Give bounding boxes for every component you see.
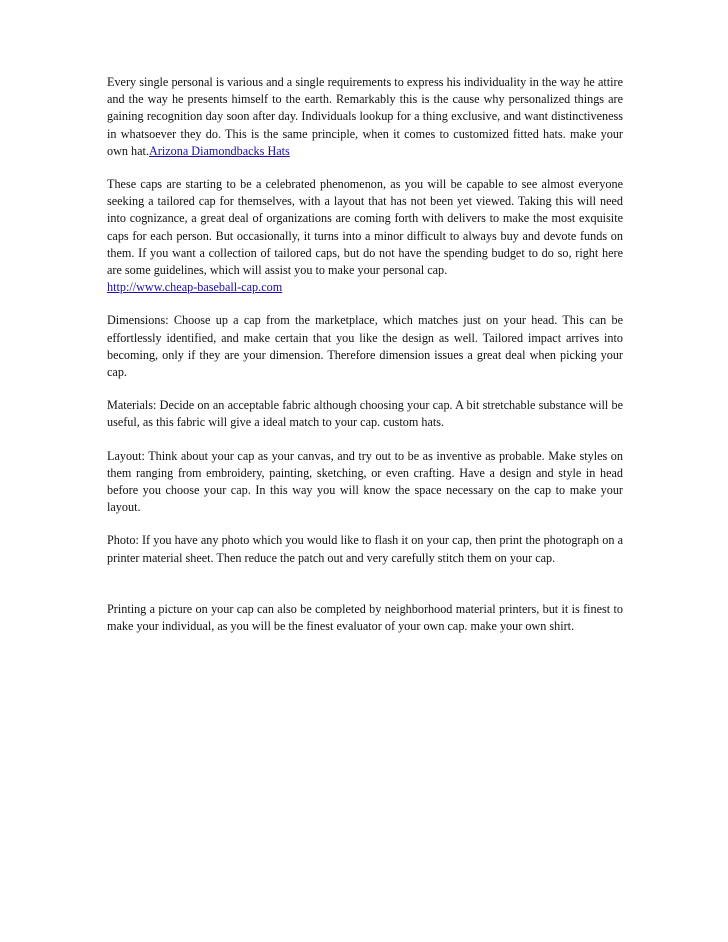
paragraph-photo: Photo: If you have any photo which you would like to flash it on your cap, then print the photograph on a printer material sheet. Then reduce the patch out and very carefully stitch them on your cap. <box>107 533 623 565</box>
arizona-diamondbacks-hats-link[interactable]: Arizona Diamondbacks Hats <box>148 143 290 158</box>
paragraph-printing: Printing a picture on your cap can also be completed by neighborhood material printers, but it is finest to make your individual, as you will be the finest evaluator of your own cap. make your own shirt. <box>107 601 623 634</box>
paragraph-layout: Layout: Think about your cap as your canvas, and try out to be as inventive as probable. Make styles on them ranging from embroidery, painting, sketching, or even crafting. Have a design and style in head before you choose your cap. In this way you will know the space necessary on the cap to make your layout. <box>107 448 623 515</box>
paragraph-dimensions: Dimensions: Choose up a cap from the marketplace, which matches just on your head. This can be effortlessly identified, and make certain that you like the design as well. Tailored impact arrives into becoming, only if they are your dimension. Therefore dimension issues a great deal when picking your cap. <box>107 313 623 380</box>
document-body <box>107 74 623 651</box>
paragraph-caps-phenomenon <box>107 176 623 296</box>
paragraph-materials: Materials: Decide on an acceptable fabric although choosing your cap. A bit stretchable substance will be useful, as this fabric will give a ideal match to your cap. custom hats. <box>107 398 623 430</box>
paragraph-caps-phenomenon-text: These caps are starting to be a celebrated phenomenon, as you will be capable to see almost everyone seeking a tailored cap for themselves, with a layout that has not been yet viewed. Taking this will need into cognizance, a great deal of organizations are coming forth with delivers to make the most exquisite caps for each person. But occasionally, it turns into a minor difficult to always buy and devote funds on them. If you want a collection of tailored caps, but do not have the spending budget to do so, right here are some guidelines, which will assist you to make your personal cap. <box>107 177 623 278</box>
paragraph-intro <box>107 74 623 160</box>
cheap-baseball-cap-link[interactable]: http://www.cheap-baseball-cap.com <box>107 280 283 295</box>
paragraph-intro-text: Every single personal is various and a single requirements to express his individuality in the way he attire and the way he presents himself to the earth. Remarkably this is the cause why personalized things are gaining recognition day soon after day. Individuals lookup for a thing exclusive, and want distinctiveness in whatsoever they do. This is the same principle, when it comes to customized fitted hats. make your own hat. <box>107 75 623 158</box>
